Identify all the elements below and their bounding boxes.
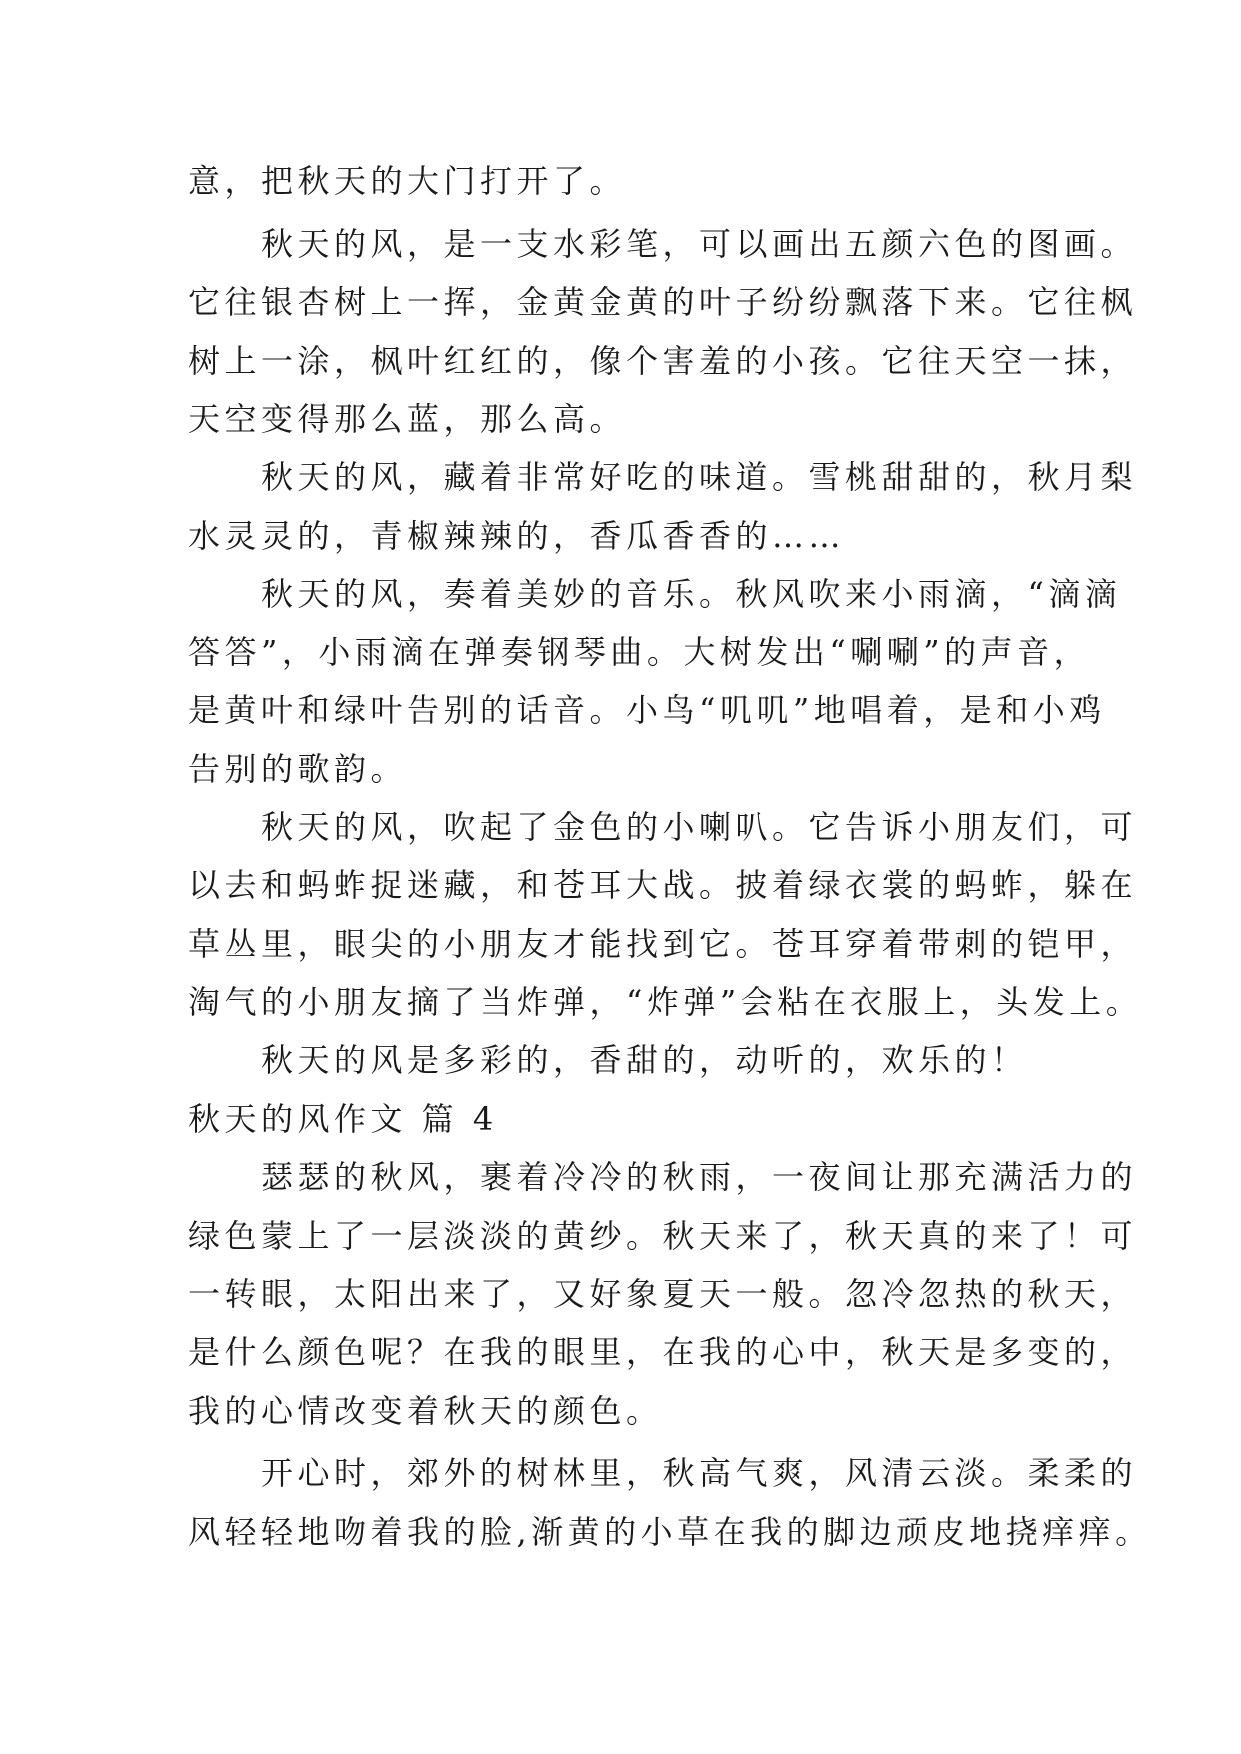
text-line: 树上一涂，枫叶红红的，像个害羞的小孩。它往天空一抹， (188, 342, 1138, 380)
text-line: 是黄叶和绿叶告别的话音。小鸟“叽叽”地唱着，是和小鸡 (188, 691, 1106, 729)
text-line: 秋天的风，是一支水彩笔，可以画出五颜六色的图画。 (188, 225, 1138, 263)
text-line: 它往银杏树上一挥，金黄金黄的叶子纷纷飘落下来。它往枫 (188, 283, 1138, 321)
text-line: 告别的歌韵。 (188, 750, 408, 788)
text-line: 淘气的小朋友摘了当炸弹，“炸弹”会粘在衣服上，头发上。 (188, 983, 1143, 1021)
text-line: 开心时，郊外的树林里，秋高气爽，风清云淡。柔柔的 (188, 1454, 1138, 1492)
text-line: 以去和蚂蚱捉迷藏，和苍耳大战。披着绿衣裳的蚂蚱，躲在 (188, 866, 1138, 904)
text-line: 瑟瑟的秋风，裹着冷冷的秋雨，一夜间让那充满活力的 (188, 1158, 1138, 1196)
text-line: 一转眼，太阳出来了，又好象夏天一般。忽冷忽热的秋天， (188, 1275, 1138, 1313)
text-line: 秋天的风，吹起了金色的小喇叭。它告诉小朋友们，可 (188, 808, 1138, 846)
text-line: 秋天的风是多彩的，香甜的，动听的，欢乐的！ (188, 1041, 1028, 1079)
text-line: 意，把秋天的大门打开了。 (188, 162, 627, 200)
text-line: 答答”，小雨滴在弹奏钢琴曲。大树发出“唰唰”的声音， (188, 633, 1091, 671)
text-line: 草丛里，眼尖的小朋友才能找到它。苍耳穿着带刺的铠甲， (188, 925, 1138, 963)
text-line: 是什么颜色呢？在我的眼里，在我的心中，秋天是多变的， (188, 1333, 1138, 1371)
text-line: 绿色蒙上了一层淡淡的黄纱。秋天来了，秋天真的来了！可 (188, 1217, 1138, 1255)
text-line: 秋天的风，藏着非常好吃的味道。雪桃甜甜的，秋月梨 (188, 458, 1138, 496)
text-line: 风轻轻地吻着我的脸,渐黄的小草在我的脚边顽皮地挠痒痒。 (188, 1513, 1152, 1551)
text-line: 我的心情改变着秋天的颜色。 (188, 1392, 663, 1430)
text-line: 天空变得那么蓝，那么高。 (188, 400, 627, 438)
section-heading: 秋天的风作文 篇 4 (188, 1100, 498, 1138)
text-line: 水灵灵的，青椒辣辣的，香瓜香香的…… (188, 517, 846, 555)
text-line: 秋天的风，奏着美妙的音乐。秋风吹来小雨滴，“滴滴 (188, 575, 1122, 613)
